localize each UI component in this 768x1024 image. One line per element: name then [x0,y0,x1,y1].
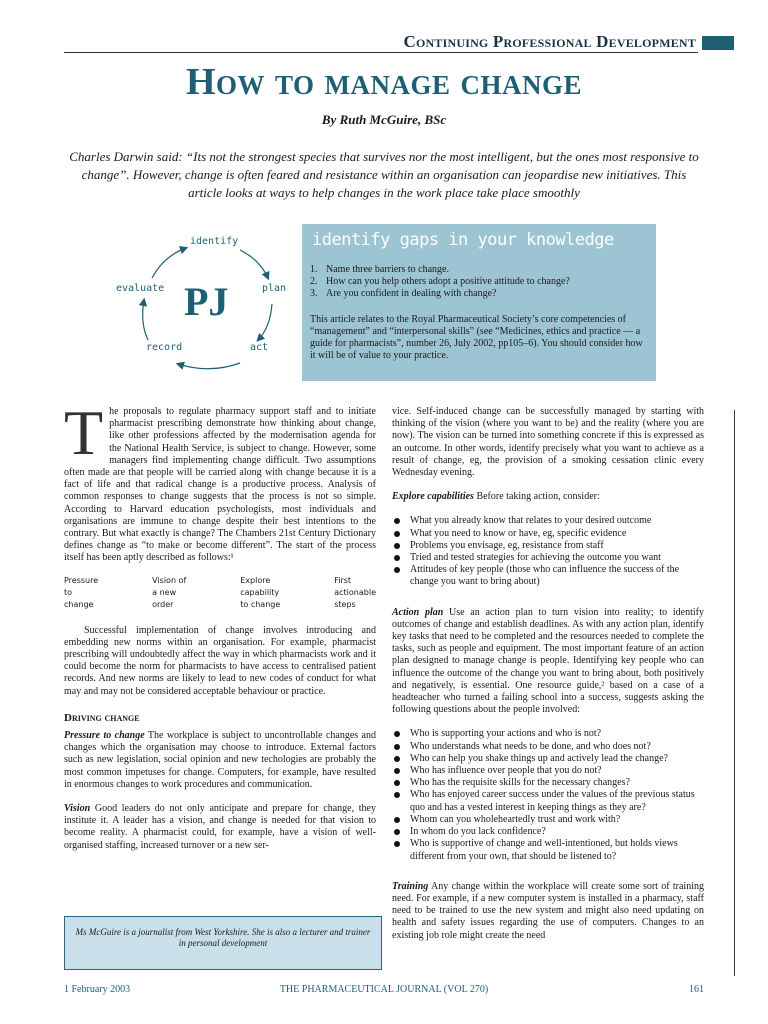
cycle-label-record: record [146,342,183,353]
cycle-label-act: act [250,342,269,353]
arrow-record-evaluate [143,300,148,340]
paragraph: Explore capabilities Before taking action, consider: [392,491,600,503]
pj-logo: PJ [184,279,229,324]
footer-date: 1 February 2003 [64,984,131,995]
knowledge-questions [310,264,650,300]
explore-list [392,515,704,588]
flow-step: Explore capability to change [240,575,281,609]
list-item: Tried and tested strategies for achieving the outcome you want [392,552,704,564]
left-column [64,397,376,852]
article-title: How to manage change [185,61,583,103]
paragraph: Vision Good leaders do not only anticipate and prepare for change, they institute it. A leader has a vision, and change is needed for that vision to become reality. A pharmacist could, for example, have a vision of well-organised staffing, increased turnover or a new ser- [64,803,376,851]
question-item: 1. Name three barriers to change. [310,264,449,275]
paragraph: The proposals to regulate pharmacy support staff and to initiate pharmacist prescribing demonstrate how thinking about change, like other professions affected by the modernisation agenda for the National Health Service, is subject to change. However, some managers find implementing change difficult. Two assumptions often made are that people will be carried along with change because it is a fact of life and that radical change is a productive process. Analysis of common responses to change suggests that the process is not so simple. According to Harvard education psychologists, most individuals and organisations are immune to change despite their best intentions to the contrary. But what exactly is change? The Chambers 21st Century Dictionary defines change as “to make or become different”. The start of the process itself has been aptly described as follows:¹ [64,397,376,564]
subheading-driving-change: Driving change [64,711,140,724]
flow-step: Vision of a new order [152,575,187,609]
list-item: What you need to know or have, eg, specific evidence [392,528,704,540]
cycle-label-identify: identify [190,236,239,247]
list-item: Who can help you shake things up and actively lead the change? [392,753,704,765]
cpd-cycle-diagram [100,228,300,378]
list-item: What you already know that relates to your desired outcome [392,515,704,527]
list-item: Who is supporting your actions and who is not? [392,728,704,740]
header-rule [64,52,698,53]
list-item: In whom do you lack confidence? [392,826,704,838]
header-accent-block [702,36,734,50]
flow-step: Pressure to change [64,575,99,609]
list-item: Who understands what needs to be done, and who does not? [392,741,704,753]
byline: By Ruth McGuire, BSc [321,112,447,127]
list-item: Who has the requisite skills for the necessary changes? [392,777,704,789]
list-item: Who has influence over people that you do not? [392,765,704,777]
section-header: Continuing Professional Development [403,32,696,51]
right-column [392,406,704,942]
paragraph: Successful implementation of change involves introducing and embedding new norms within an organisation. For example, pharmacist prescribing will undoubtedly affect the way in which pharmacists work and it could become the norm for pharmacists to have access to centralised patient records. And new norms are likely to lead to new codes of conduct for what may and may not be considered acceptable behaviour or practice. [64,624,376,697]
intro-standfirst: Charles Darwin said: “Its not the strongest species that survives nor the most intelligent, but the ones most responsive to change”. However, change is often feared and resistance within an organisation can jeopardise new initiatives. This article looks at ways to help changes in the work place take place smoothly [69,149,699,200]
footer-journal: THE PHARMACEUTICAL JOURNAL (VOL 270) [279,984,489,995]
change-process-flow [64,575,376,611]
author-bio-box [64,916,382,970]
page-number: 161 [689,984,704,995]
author-bio: Ms McGuire is a journalist from West Yorkshire. She is also a lecturer and trainer in personal development [75,927,371,948]
right-margin-rule [734,410,735,976]
cycle-label-plan: plan [262,283,287,294]
arrow-plan-act [258,304,272,340]
arrow-act-record [178,363,240,369]
knowledge-box-title: identify gaps in your knowledge [312,230,614,250]
arrow-identify-plan [240,250,268,278]
question-item: 2. How can you help others adopt a positive attitude to change? [310,276,570,287]
list-item: Whom can you wholeheartedly trust and work with? [392,814,704,826]
arrow-evaluate-identify [152,248,186,278]
list-item: Who has enjoyed career success under the values of the previous status quo and has a vested interest in keeping things as they are? [392,789,704,813]
paragraph: Pressure to change The workplace is subject to uncontrollable changes and changes which the organisation may choose to introduce. External factors such as new legislation, social opinion and new techologies are probably the most common impetuses for change. Computers, for example, have resulted in enormous changes to work procedures and communication. [64,730,376,790]
knowledge-box-note: This article relates to the Royal Pharmaceutical Society’s core competencies of “management” and “interpersonal skills” (see “Medicines, ethics and practice — a guide for pharmacists”, number 26, July 2002, pp105–6). You should consider how it will be of value to your practice. [310,314,643,361]
knowledge-gaps-box [302,224,656,381]
drop-cap: T [64,397,104,468]
cycle-label-evaluate: evaluate [116,283,165,294]
list-item: Problems you envisage, eg, resistance from staff [392,540,704,552]
paragraph: Training Any change within the workplace will create some sort of training need. For example, if a new computer system is installed in a pharmacy, staff need to be trained to use the new system and might also need updating on health and safety issues regarding the use of computers. Changes to an existing job role might create the need [392,880,704,941]
list-item: Attitudes of key people (those who can influence the success of the change you want to bring about) [392,564,704,588]
question-item: 3. Are you confident in dealing with change? [310,288,497,299]
flow-step: First actionable steps [334,575,376,609]
paragraph: vice. Self-induced change can be successfully managed by starting with thinking of the vision (where you want to be) and the reality (where you are now). The vision can be turned into something concrete if this is expressed as an outcome. In other words, identify precisely what you want to achieve as a result of change, eg, the provision of a smoking cessation clinic every Wednesday evening. [392,406,704,479]
paragraph: Action plan Use an action plan to turn vision into reality; to identify outcomes of change and establish deadlines. As with any action plan, identify key tasks that need to be completed and the resources needed to complete the tasks, such as people and equipment. The most important feature of an action plan designed to manage change is people. Identifying key people who can influence the outcome of the change you want to bring about, both positively and negatively, is essential. One resource guide,² based on a case of a headteacher who turned a failing school into a success, suggests asking the following questions about the people involved: [392,606,704,716]
people-questions-list [392,728,704,862]
list-item: Who is supportive of change and well-intentioned, but holds views different from your own, that should be listened to? [392,838,704,862]
